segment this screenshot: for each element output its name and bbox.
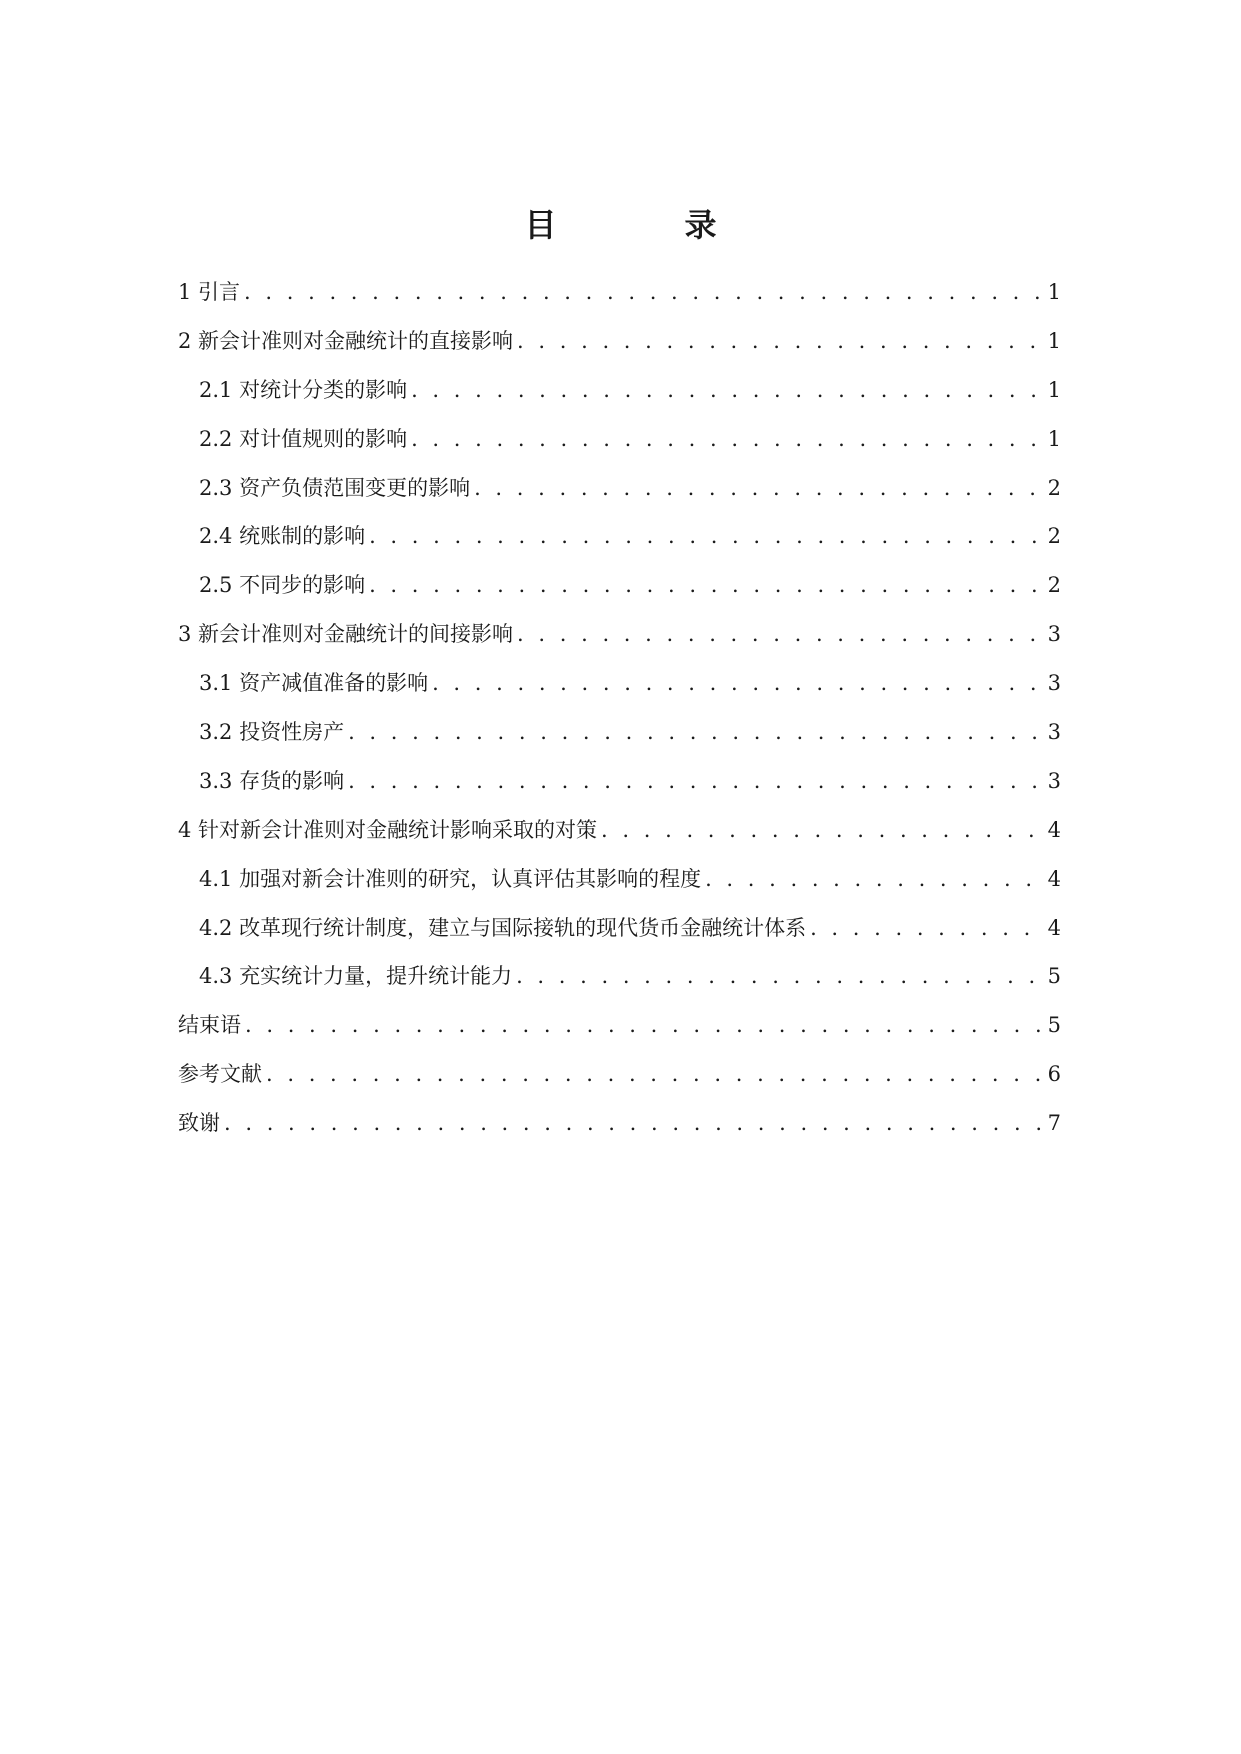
toc-entry-label: 2.2 对计值规则的影响 <box>199 426 408 451</box>
toc-entry-page: 1 <box>1047 377 1061 402</box>
toc-dot-leader <box>516 964 1044 988</box>
toc-entry-page: 4 <box>1047 866 1061 891</box>
toc-dot-leader <box>474 476 1044 500</box>
toc-entry[interactable] <box>178 520 1061 569</box>
toc-entry-page: 2 <box>1047 475 1061 500</box>
toc-entry-label: 4 针对新会计准则对金融统计影响采取的对策 <box>178 817 598 842</box>
toc-dot-leader <box>517 622 1044 646</box>
toc-entry-page: 3 <box>1047 720 1061 745</box>
toc-entry-label: 2.1 对统计分类的影响 <box>199 377 408 402</box>
toc-entry-label: 参考文献 <box>178 1062 262 1087</box>
toc-entry-label: 1 引言 <box>178 280 241 304</box>
toc-entry-label: 2.4 统账制的影响 <box>199 524 366 549</box>
toc-entry-label: 3.1 资产减值准备的影响 <box>199 671 429 696</box>
toc-dot-leader <box>244 280 1044 304</box>
toc-entry-page: 1 <box>1047 426 1061 451</box>
toc-entry[interactable] <box>178 423 1061 472</box>
toc-entry[interactable] <box>178 1058 1061 1107</box>
toc-dot-leader <box>369 573 1044 597</box>
toc-entry[interactable] <box>178 814 1061 863</box>
toc-dot-leader <box>601 818 1044 842</box>
toc-dot-leader <box>810 916 1044 940</box>
toc-entry-page: 1 <box>1047 328 1061 353</box>
toc-entry-page: 3 <box>1047 622 1061 647</box>
toc-title: 目 录 <box>524 206 765 244</box>
toc-entry[interactable] <box>178 276 1061 325</box>
toc-entry-page: 3 <box>1047 671 1061 696</box>
toc-entry-label: 致谢 <box>178 1111 220 1136</box>
toc-dot-leader <box>348 720 1044 744</box>
toc-entry-page: 2 <box>1047 573 1061 598</box>
toc-entry-label: 3.3 存货的影响 <box>199 768 345 793</box>
toc-entry-label: 4.2 改革现行统计制度，建立与国际接轨的现代货币金融统计体系 <box>199 915 807 940</box>
toc-entry-label: 结束语 <box>178 1013 241 1038</box>
toc-entry-page: 3 <box>1047 768 1061 793</box>
toc-entry[interactable] <box>178 618 1061 667</box>
toc-entry[interactable] <box>178 374 1061 423</box>
toc-dot-leader <box>705 867 1044 891</box>
toc-dot-leader <box>266 1062 1044 1086</box>
toc-entry-page: 4 <box>1047 915 1061 940</box>
toc-entry-page: 7 <box>1047 1111 1061 1136</box>
toc-entry[interactable] <box>178 1009 1061 1058</box>
toc-dot-leader <box>432 671 1044 695</box>
toc-entry-label: 2.3 资产负债范围变更的影响 <box>199 475 471 500</box>
toc-entry[interactable] <box>178 667 1061 716</box>
toc-dot-leader <box>245 1013 1044 1037</box>
toc-dot-leader <box>411 427 1044 451</box>
toc-entry-page: 5 <box>1047 1013 1061 1038</box>
toc-dot-leader <box>369 524 1044 548</box>
toc-entry[interactable] <box>178 912 1061 961</box>
toc-entry-label: 3 新会计准则对金融统计的间接影响 <box>178 622 514 647</box>
toc-dot-leader <box>411 378 1044 402</box>
toc-entry[interactable] <box>178 863 1061 912</box>
toc-entry-label: 2.5 不同步的影响 <box>199 573 366 598</box>
toc-dot-leader <box>224 1111 1044 1135</box>
toc-entry[interactable] <box>178 716 1061 765</box>
toc-entry-page: 2 <box>1047 524 1061 549</box>
toc-entry-label: 4.1 加强对新会计准则的研究，认真评估其影响的程度 <box>199 866 702 891</box>
toc-entry-label: 4.3 充实统计力量，提升统计能力 <box>199 964 513 989</box>
toc-dot-leader <box>517 329 1044 353</box>
toc-entry-page: 6 <box>1047 1062 1061 1087</box>
toc-entry[interactable] <box>178 960 1061 1009</box>
toc-entry[interactable] <box>178 569 1061 618</box>
toc-list <box>178 276 1061 1156</box>
toc-entry[interactable] <box>178 472 1061 521</box>
toc-entry-page: 1 <box>1047 280 1061 304</box>
toc-entry[interactable] <box>178 1107 1061 1156</box>
toc-entry-page: 4 <box>1047 817 1061 842</box>
toc-entry-label: 3.2 投资性房产 <box>199 720 345 745</box>
toc-dot-leader <box>348 769 1044 793</box>
toc-entry[interactable] <box>178 325 1061 374</box>
toc-entry-page: 5 <box>1047 964 1061 989</box>
toc-entry[interactable] <box>178 765 1061 814</box>
toc-entry-label: 2 新会计准则对金融统计的直接影响 <box>178 328 514 353</box>
